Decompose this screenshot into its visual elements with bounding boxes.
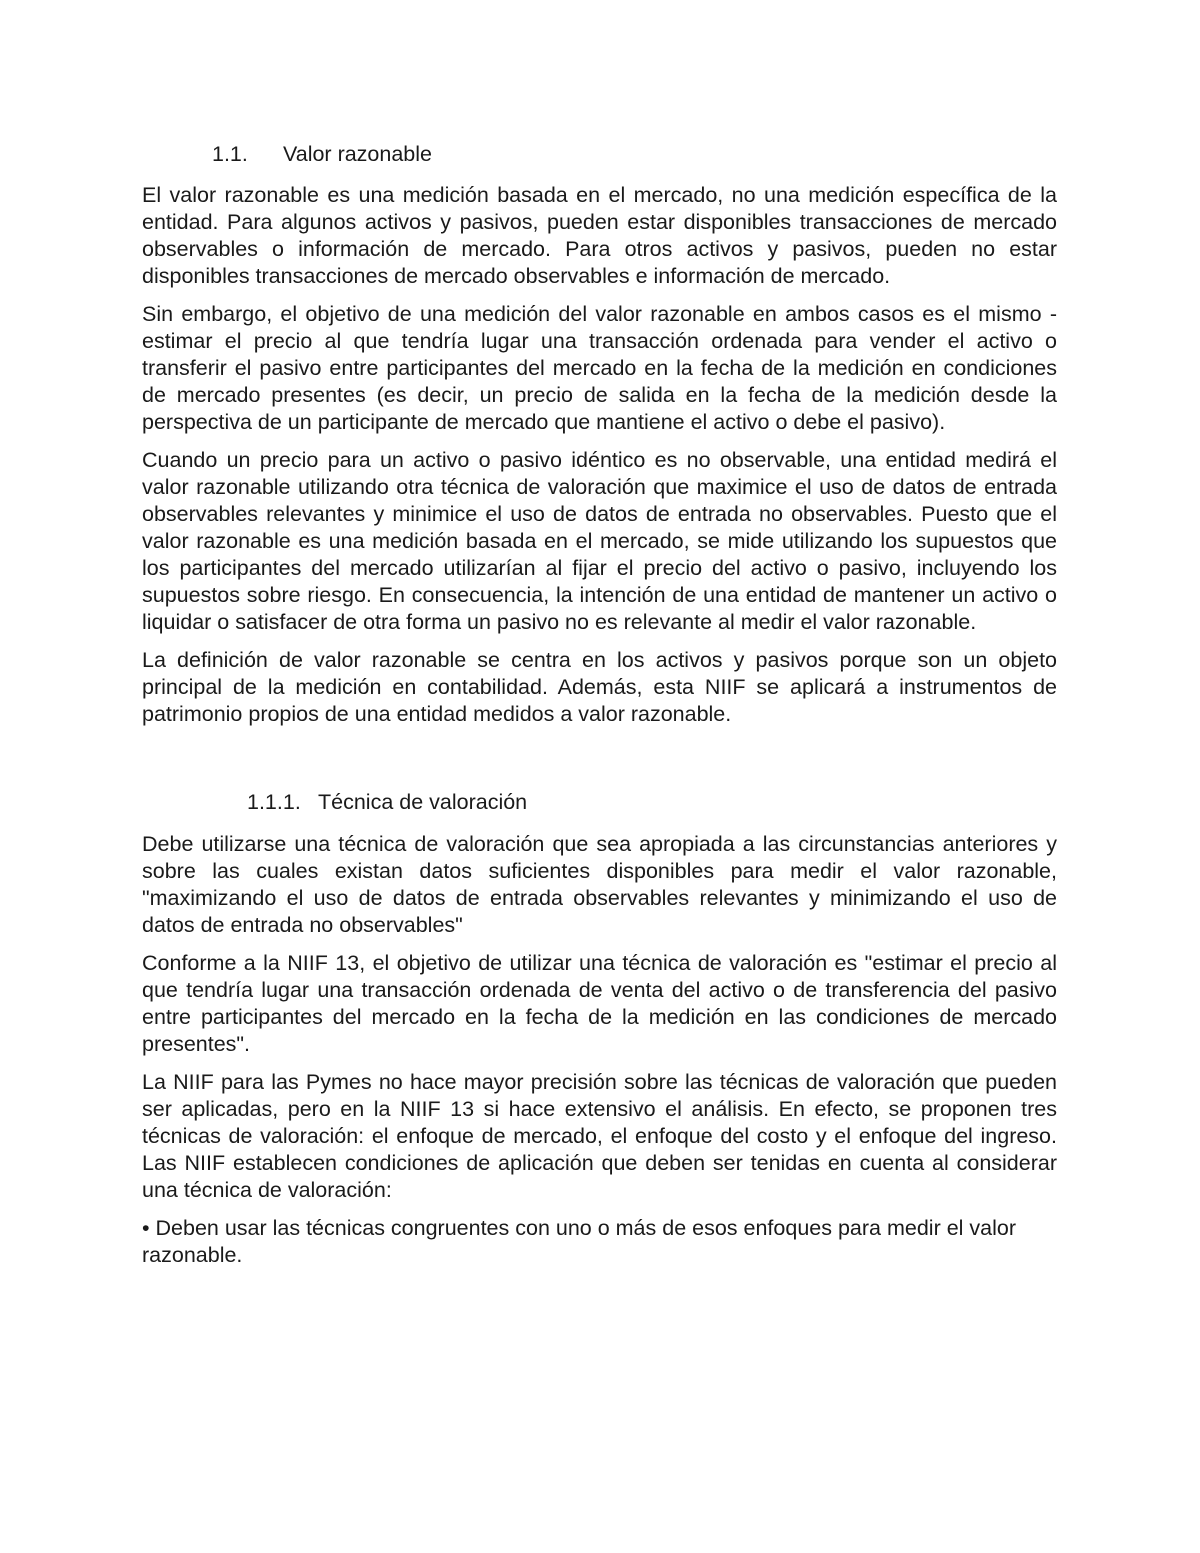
subsection-heading bbox=[142, 788, 1057, 816]
paragraph: La definición de valor razonable se centra en los activos y pasivos porque son un objeto principal de la medición en contabilidad. Además, esta NIIF se aplicará a instrumentos de patrimonio propios de una entidad medidos a valor razonable. bbox=[142, 648, 1057, 726]
section-number: 1.1. bbox=[212, 142, 248, 166]
paragraph: Debe utilizarse una técnica de valoración que sea apropiada a las circunstancias anteriores y sobre las cuales existan datos suficientes disponibles para medir el valor razonable, "maximizando el uso de datos de entrada observables relevantes y minimizando el uso de datos de entrada no observables" bbox=[142, 832, 1057, 937]
paragraph: Conforme a la NIIF 13, el objetivo de utilizar una técnica de valoración es "estimar el precio al que tendría lugar una transacción ordenada de venta del activo o de transferencia del pasivo entre participantes del mercado en la fecha de la medición en las condiciones de mercado presentes". bbox=[142, 951, 1057, 1056]
subsection-title: Técnica de valoración bbox=[318, 790, 528, 814]
paragraph: El valor razonable es una medición basada en el mercado, no una medición específica de la entidad. Para algunos activos y pasivos, pueden estar disponibles transacciones de mercado observables o información de mercado. Para otros activos y pasivos, pueden no estar disponibles transacciones de mercado observables e información de mercado. bbox=[142, 183, 1057, 288]
subsection-number: 1.1.1. bbox=[247, 790, 301, 814]
bullet-paragraph: • Deben usar las técnicas congruentes con uno o más de esos enfoques para medir el valor razonable. bbox=[142, 1216, 1017, 1267]
paragraph: Cuando un precio para un activo o pasivo idéntico es no observable, una entidad medirá el valor razonable utilizando otra técnica de valoración que maximice el uso de datos de entrada observables relevantes y minimice el uso de datos de entrada no observables. Puesto que el valor razonable es una medición basada en el mercado, se mide utilizando los supuestos que los participantes del mercado utilizarían al fijar el precio del activo o pasivo, incluyendo los supuestos sobre riesgo. En consecuencia, la intención de una entidad de mantener un activo o liquidar o satisfacer de otra forma un pasivo no es relevante al medir el valor razonable. bbox=[142, 448, 1057, 634]
paragraph: La NIIF para las Pymes no hace mayor precisión sobre las técnicas de valoración que pueden ser aplicadas, pero en la NIIF 13 si hace extensivo el análisis. En efecto, se proponen tres técnicas de valoración: el enfoque de mercado, el enfoque del costo y el enfoque del ingreso. Las NIIF establecen condiciones de aplicación que deben ser tenidas en cuenta al considerar una técnica de valoración: bbox=[142, 1070, 1057, 1202]
section-title: Valor razonable bbox=[283, 142, 432, 166]
document-body bbox=[142, 140, 1057, 1280]
paragraph: Sin embargo, el objetivo de una medición del valor razonable en ambos casos es el mismo -estimar el precio al que tendría lugar una transacción ordenada para vender el activo o transferir el pasivo entre participantes del mercado en la fecha de la medición en condiciones de mercado presentes (es decir, un precio de salida en la fecha de la medición desde la perspectiva de un participante de mercado que mantiene el activo o debe el pasivo). bbox=[142, 302, 1057, 434]
section-heading bbox=[142, 140, 1057, 168]
